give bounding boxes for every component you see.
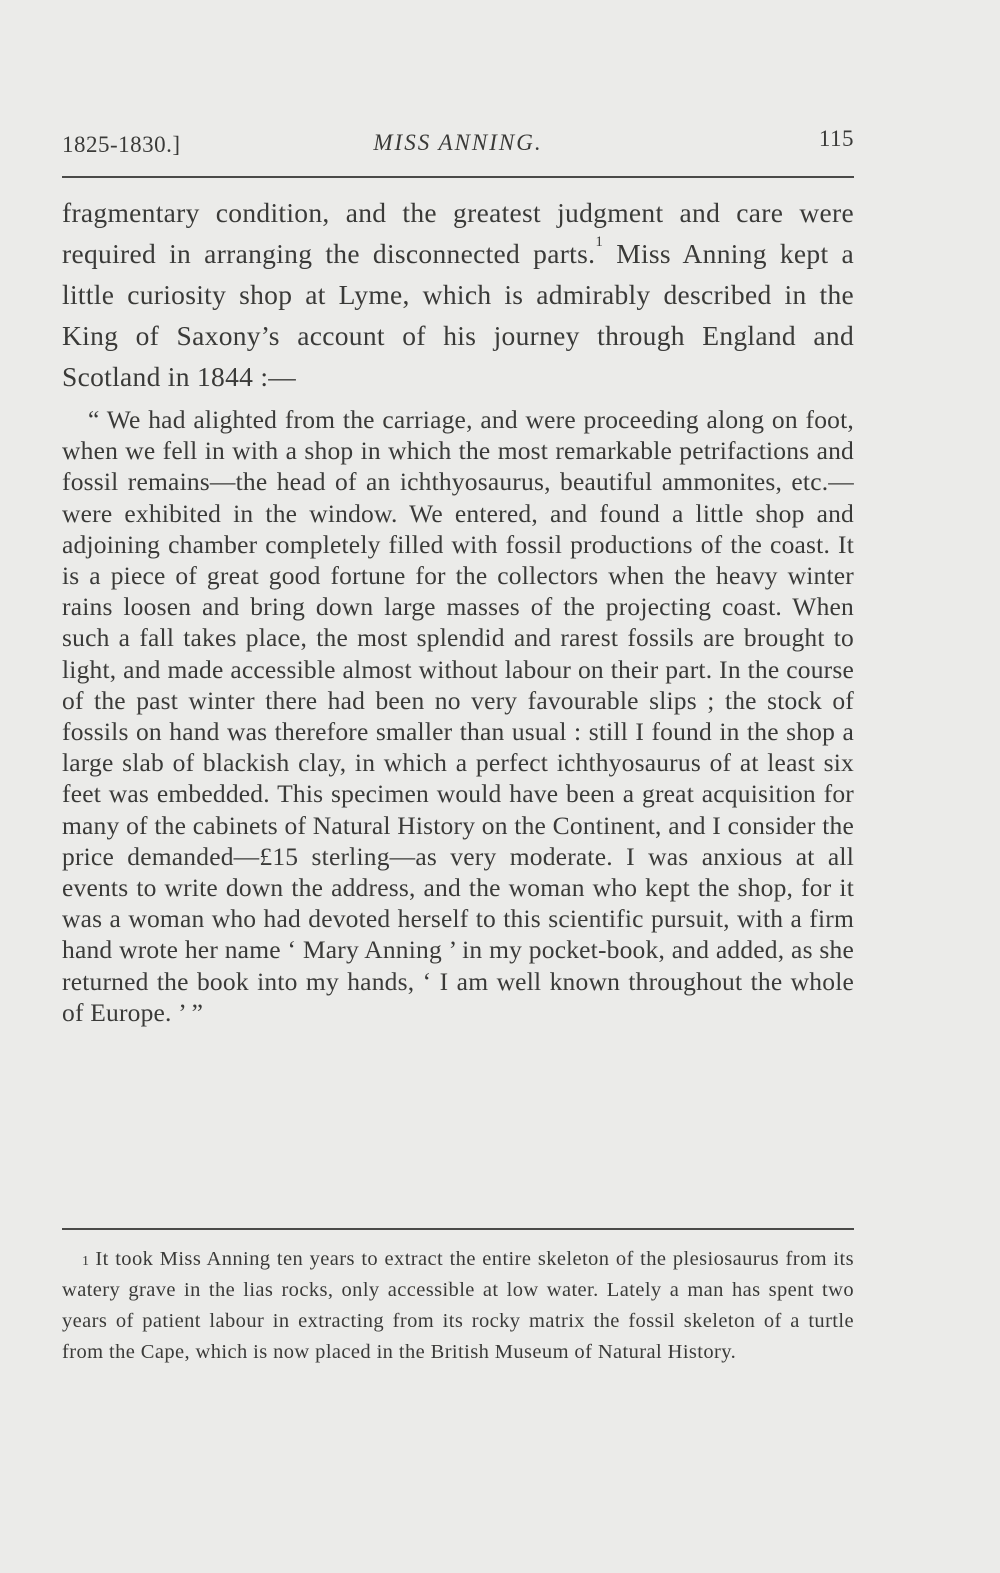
footnote [62,1244,854,1368]
quote-text: “ We had alighted from the carriage, and were proceeding along on foot, when we fell in with a shop in which the most remarkable petrifactions and fossil remains—the head of an ichthyosaurus, beautiful ammonites, etc.—were exhibited in the window. We entered, and found a little shop and adjoining chamber completely filled with fossil productions of the coast. It is a piece of great good fortune for the collectors when the heavy winter rains loosen and bring down large masses of the projecting coast. When such a fall takes place, the most splendid and rarest fossils are brought to light, and made accessible almost without labour on their part. In the course of the past winter there had been no very favourable slips ; the stock of fossils on hand was therefore smaller than usual : still I found in the shop a large slab of blackish clay, in which a perfect ichthyosaurus of at least six feet was embedded. This specimen would have been a great acquisition for many of the cabinets of Natural History on the Continent, and I consider the price demanded—£15 sterling—as very moderate. I was anxious at all events to write down the address, and the woman who kept the shop, for it was a woman who had devoted herself to this scientific pursuit, with a firm hand wrote her name ‘ Mary Anning ’ in my pocket-book, and added, as she returned the book into my hands, ‘ I am well known throughout the whole of Europe. ’ ” [62,405,854,1027]
footnote-text: It took Miss Anning ten years to extract the entire skeleton of the plesiosaurus from its watery grave in the lias rocks, only accessible at low water. Lately a man has spent two years of patient labour in extracting from its rocky matrix the fossil skeleton of a turtle from the Cape, which is now placed in the British Museum of Natural History. [62,1248,854,1363]
footnote-reference: 1 [595,234,604,250]
running-head [62,126,854,166]
footnote-number: 1 [82,1254,90,1269]
body-paragraph [62,192,854,397]
header-rule [62,176,854,178]
chapter-title: MISS ANNING. [373,130,543,155]
block-quote [62,404,854,1028]
page-number: 115 [818,126,854,151]
date-range: 1825-1830.] [62,132,181,157]
footnote-rule [62,1228,854,1230]
body-text-part-1: fragmentary condition, and the greatest judgment and care were required in arranging the disconnected parts. [62,197,854,269]
body-text-part-2: Miss Anning kept a little curiosity shop at Lyme, which is admirably described in the King of Saxony’s account of his journey through England and Scotland in 1844 :— [62,238,855,392]
